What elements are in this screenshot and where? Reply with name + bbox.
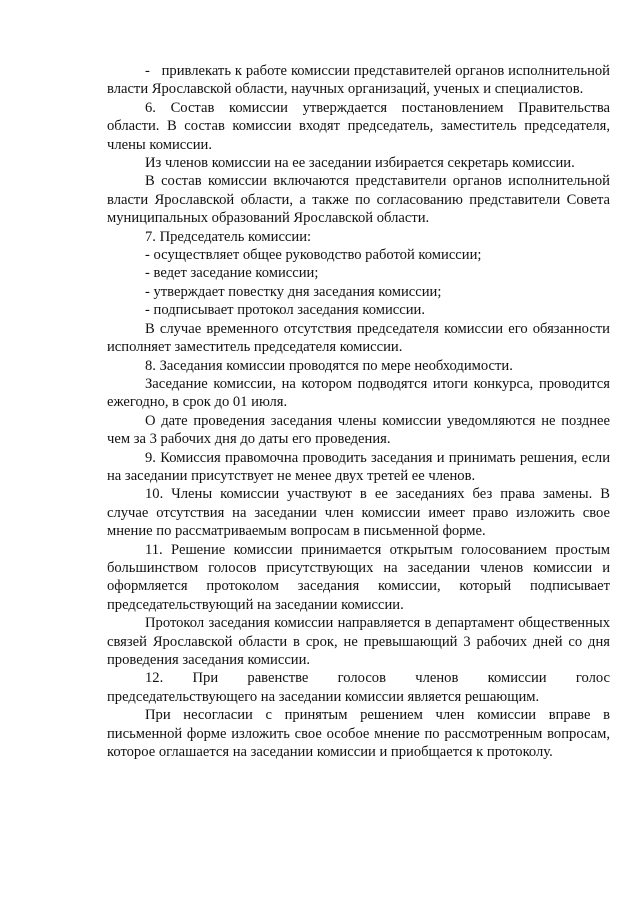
paragraph-11-decision-voting: 11. Решение комиссии принимается открытым голосованием простым большинством голосов присутствующих на заседании членов комиссии и оформляется протоколом заседания комиссии, который подписывает председательствующий на заседании комиссии. [107,541,610,613]
paragraph-7-chairman: 7. Председатель комиссии: [145,228,312,245]
paragraph-6-commission-composition: 6. Состав комиссии утверждается постановлением Правительства области. В состав комиссии входят председатель, заместитель председателя, члены комиссии. [107,99,610,153]
list-item-signs-protocol: - подписывает протокол заседания комиссии. [145,302,425,319]
paragraph-8-meetings: 8. Заседания комиссии проводятся по мере необходимости. [145,357,513,374]
list-item-general-management: - осуществляет общее руководство работой комиссии; [145,247,482,264]
paragraph-attract-specialists: - привлекать к работе комиссии представителей органов исполнительной власти Ярославской области, научных организаций, ученых и специалистов. [107,63,610,98]
list-item-conducts-meeting: - ведет заседание комиссии; [145,265,319,282]
paragraph-meeting-notification: О дате проведения заседания члены комиссии уведомляются не позднее чем за 3 рабочих дня до даты его проведения. [107,412,610,448]
paragraph-secretary-election: Из членов комиссии на ее заседании избирается секретарь комиссии. [145,155,575,172]
paragraph-dissenting-opinion: При несогласии с принятым решением член комиссии вправе в письменной форме изложить свое особое мнение по рассмотренным вопросам, которое оглашается на заседании комиссии и приобщается к протоколу. [107,707,610,761]
paragraph-12-tie-vote: 12. При равенстве голосов членов комиссии голос председательствующего на заседании комиссии является решающим. [107,670,610,705]
paragraph-9-quorum: 9. Комиссия правомочна проводить заседания и принимать решения, если на заседании присутствует не менее двух третей ее членов. [107,449,610,484]
paragraph-deputy-duties: В случае временного отсутствия председателя комиссии его обязанности исполняет заместитель председателя комиссии. [107,320,610,356]
document-page [107,62,610,761]
paragraph-representatives: В состав комиссии включаются представители органов исполнительной власти Ярославской области, а также по согласованию представители Совета муниципальных образований Ярославской области. [107,173,610,227]
paragraph-contest-results-meeting: Заседание комиссии, на котором подводятся итоги конкурса, проводится ежегодно, в срок до 01 июля. [107,375,610,411]
paragraph-10-no-substitution: 10. Члены комиссии участвуют в ее заседаниях без права замены. В случае отсутствия на заседании член комиссии имеет право изложить свое мнение по рассматриваемым вопросам в письменной форме. [107,486,610,540]
list-item-approves-agenda: - утверждает повестку дня заседания комиссии; [145,283,442,300]
paragraph-protocol-delivery: Протокол заседания комиссии направляется в департамент общественных связей Ярославской области в срок, не превышающий 3 рабочих дней со дня проведения заседания комиссии. [107,615,610,668]
